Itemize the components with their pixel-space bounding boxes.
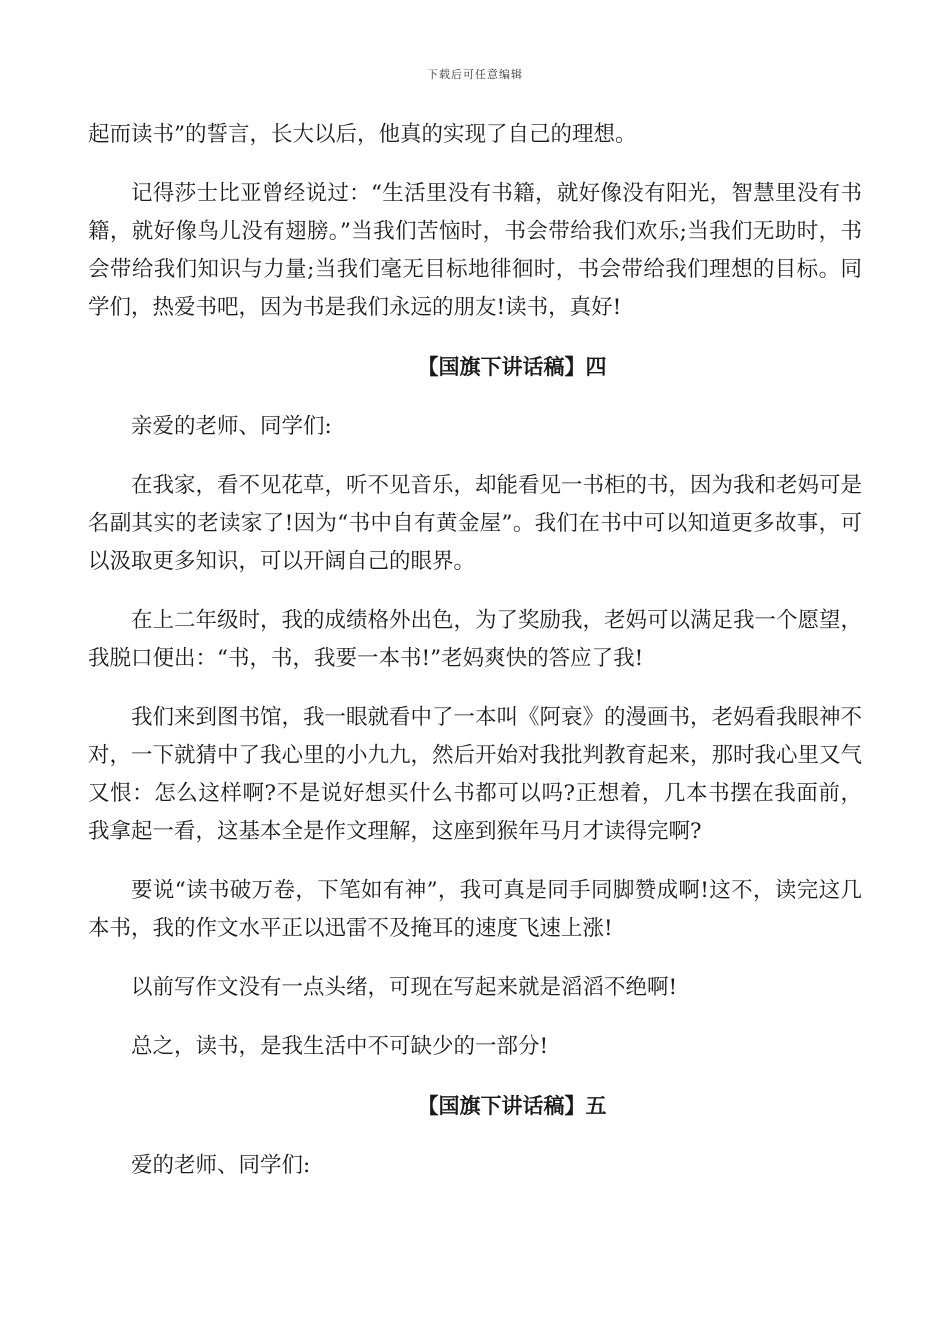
paragraph: 总之，读书，是我生活中不可缺少的一部分! xyxy=(131,1034,549,1059)
paragraph: 在我家，看不见花草，听不见音乐，却能看见一书柜的书，因为我和老妈可是名副其实的老读家了!因为“书中自有黄金屋”。我们在书中可以知道更多故事，可以汲取更多知识，可以开阔自己的眼界。 xyxy=(88,473,863,574)
paragraph: 要说“读书破万卷，下笔如有神”，我可真是同手同脚赞成啊!这不，读完这几本书，我的作文水平正以迅雷不及掩耳的速度飞速上涨! xyxy=(88,878,862,941)
section-heading-5: 【国旗下讲话稿】五 xyxy=(417,1094,607,1118)
paragraph: 在上二年级时，我的成绩格外出色，为了奖励我，老妈可以满足我一个愿望，我脱口便出：“书，书，我要一本书!”老妈爽快的答应了我! xyxy=(88,608,863,671)
paragraph: 以前写作文没有一点头绪，可现在写起来就是滔滔不绝啊! xyxy=(131,975,678,1000)
section-heading-4: 【国旗下讲话稿】四 xyxy=(417,355,607,379)
salutation: 爱的老师、同学们: xyxy=(131,1153,311,1178)
salutation: 亲爱的老师、同学们: xyxy=(131,414,332,439)
paragraph: 我们来到图书馆，我一眼就看中了一本叫《阿衰》的漫画书，老妈看我眼神不对，一下就猜中了我心里的小九九，然后开始对我批判教育起来，那时我心里又气又恨：怎么这样啊?不是说好想买什么书都可以吗?正想着，几本书摆在我面前，我拿起一看，这基本全是作文理解，这座到猴年马月才读得完啊? xyxy=(88,705,863,844)
document-body xyxy=(88,116,862,1206)
header-note: 下载后可任意编辑 xyxy=(427,68,523,81)
paragraph: 记得莎士比亚曾经说过：“生活里没有书籍，就好像没有阳光，智慧里没有书籍，就好像鸟儿没有翅膀。”当我们苦恼时，书会带给我们欢乐;当我们无助时，书会带给我们知识与力量;当我们毫无目标地徘徊时，书会带给我们理想的目标。同学们，热爱书吧，因为书是我们永远的朋友!读书，真好! xyxy=(88,181,862,320)
paragraph: 起而读书”的誓言，长大以后，他真的实现了自己的理想。 xyxy=(88,122,637,147)
